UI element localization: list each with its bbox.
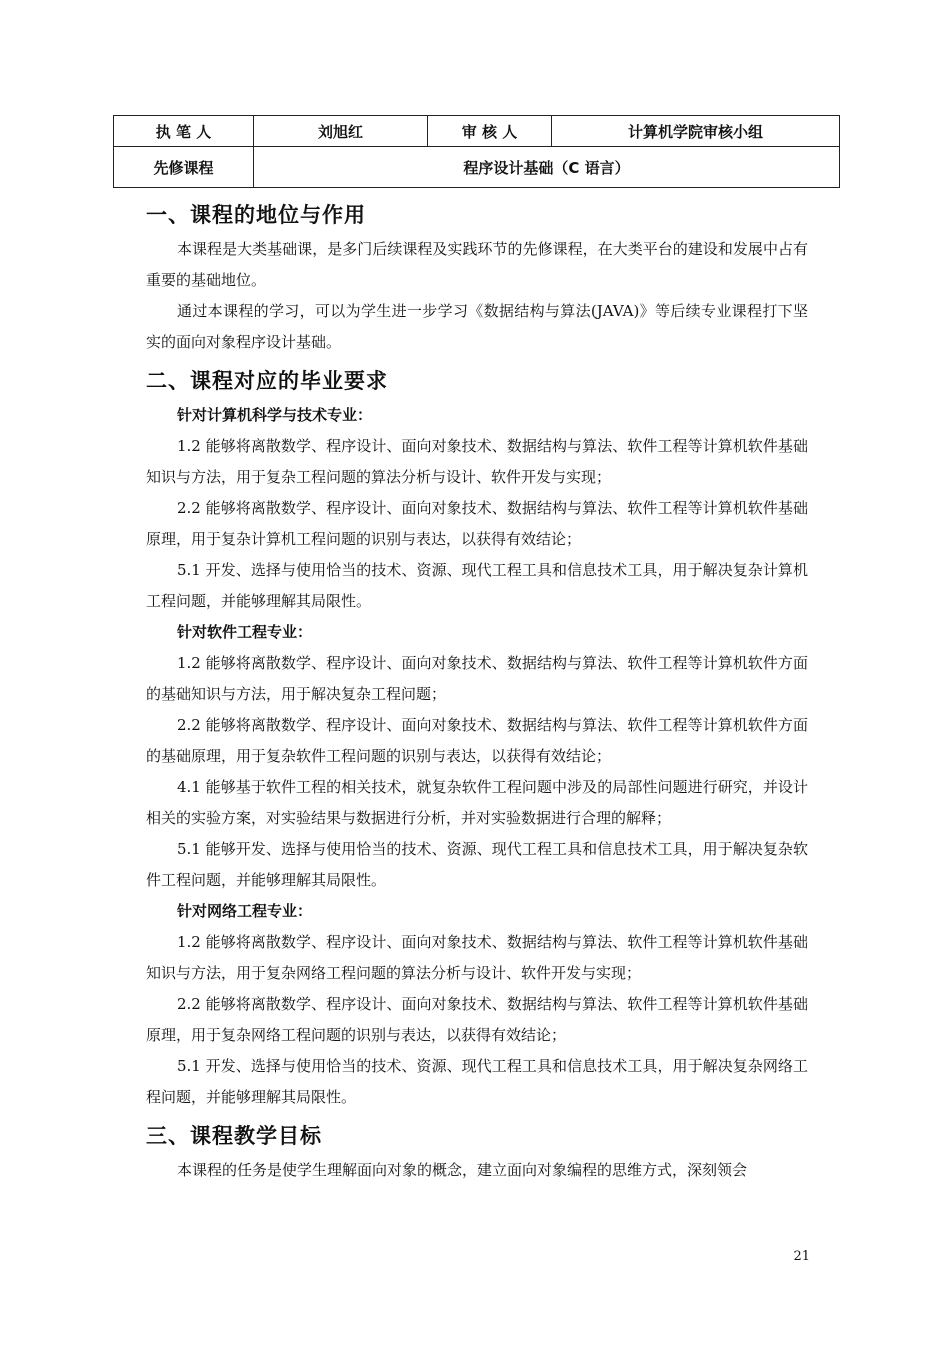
paragraph: 本课程是大类基础课，是多门后续课程及实践环节的先修课程，在大类平台的建设和发展中占有重要的基础地位。 [146, 240, 808, 289]
paragraph: 本课程的任务是使学生理解面向对象的概念，建立面向对象编程的思维方式，深刻领会 [177, 1161, 748, 1179]
section-title: 三、课程教学目标 [146, 1124, 322, 1148]
table-row [114, 116, 840, 147]
requirement-item: 2.2 能够将离散数学、程序设计、面向对象技术、数据结构与算法、软件工程等计算机软件方面的基础原理，用于复杂软件工程问题的识别与表达，以获得有效结论； [146, 716, 808, 765]
document-body [146, 196, 808, 1186]
major-heading: 针对软件工程专业： [177, 623, 313, 641]
major-heading: 针对网络工程专业： [177, 902, 313, 920]
requirement-item: 2.2 能够将离散数学、程序设计、面向对象技术、数据结构与算法、软件工程等计算机软件基础原理，用于复杂网络工程问题的识别与表达，以获得有效结论； [146, 995, 808, 1044]
requirement-item: 2.2 能够将离散数学、程序设计、面向对象技术、数据结构与算法、软件工程等计算机软件基础原理，用于复杂计算机工程问题的识别与表达，以获得有效结论； [146, 499, 808, 548]
author-value: 刘旭红 [254, 116, 428, 147]
major-heading: 针对计算机科学与技术专业： [177, 406, 373, 424]
requirement-item: 4.1 能够基于软件工程的相关技术，就复杂软件工程问题中涉及的局部性问题进行研究，并设计相关的实验方案，对实验结果与数据进行分析，并对实验数据进行合理的解释； [146, 778, 808, 827]
table-row [114, 147, 840, 188]
course-info-table [113, 115, 840, 188]
page-number: 21 [793, 1249, 810, 1264]
section-title: 一、课程的地位与作用 [146, 203, 366, 227]
prereq-value: 程序设计基础（C 语言） [254, 147, 840, 188]
requirement-item: 1.2 能够将离散数学、程序设计、面向对象技术、数据结构与算法、软件工程等计算机软件基础知识与方法，用于复杂网络工程问题的算法分析与设计、软件开发与实现； [146, 933, 808, 982]
reviewer-label: 审 核 人 [428, 116, 552, 147]
author-label: 执 笔 人 [114, 116, 254, 147]
requirement-item: 5.1 开发、选择与使用恰当的技术、资源、现代工程工具和信息技术工具，用于解决复杂网络工程问题，并能够理解其局限性。 [146, 1057, 808, 1106]
reviewer-value: 计算机学院审核小组 [552, 116, 840, 147]
requirement-item: 5.1 开发、选择与使用恰当的技术、资源、现代工程工具和信息技术工具，用于解决复杂计算机工程问题，并能够理解其局限性。 [146, 561, 808, 610]
requirement-item: 1.2 能够将离散数学、程序设计、面向对象技术、数据结构与算法、软件工程等计算机软件基础知识与方法，用于复杂工程问题的算法分析与设计、软件开发与实现； [146, 437, 808, 486]
section-title: 二、课程对应的毕业要求 [146, 369, 388, 393]
paragraph: 通过本课程的学习，可以为学生进一步学习《数据结构与算法(JAVA)》等后续专业课程打下坚实的面向对象程序设计基础。 [146, 302, 808, 351]
requirement-item: 1.2 能够将离散数学、程序设计、面向对象技术、数据结构与算法、软件工程等计算机软件方面的基础知识与方法，用于解决复杂工程问题； [146, 654, 808, 703]
requirement-item: 5.1 能够开发、选择与使用恰当的技术、资源、现代工程工具和信息技术工具，用于解决复杂软件工程问题，并能够理解其局限性。 [146, 840, 808, 889]
prereq-label: 先修课程 [114, 147, 254, 188]
